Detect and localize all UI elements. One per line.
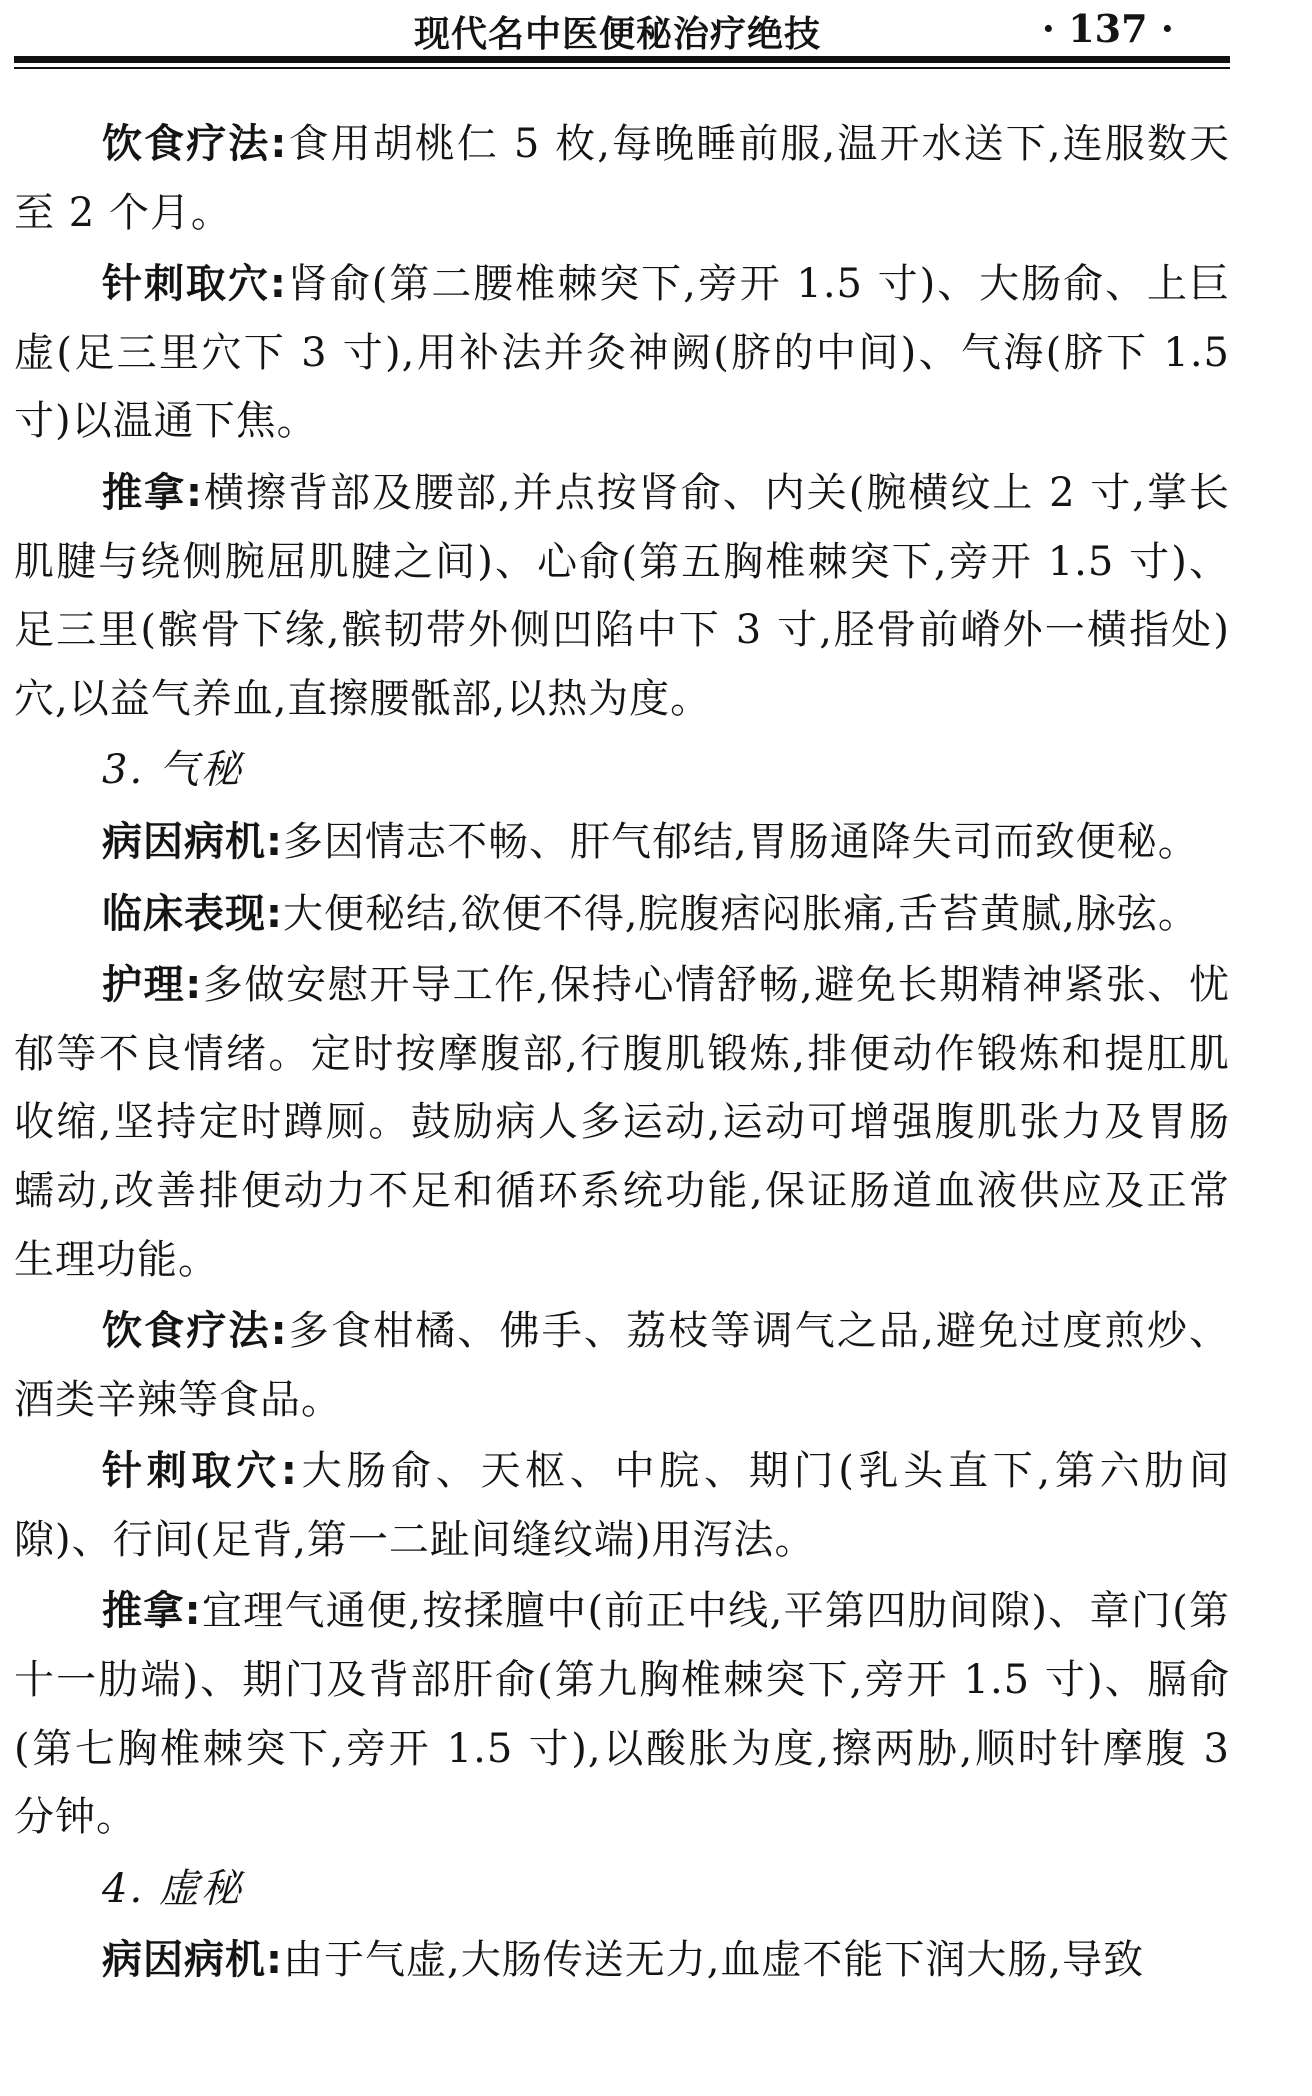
paragraph-text: 由于气虚,大肠传送无力,血虚不能下润大肠,导致 [283, 1937, 1145, 1984]
paragraph-text: 多因情志不畅、肝气郁结,胃肠通降失司而致便秘。 [283, 818, 1199, 865]
paragraph-text: 肾俞(第二腰椎棘突下,旁开 1.5 寸)、大肠俞、上巨虚(足三里穴下 3 寸),用补法并灸神阙(脐的中间)、气海(脐下 1.5 寸)以温通下焦。 [14, 261, 1230, 445]
paragraph-text: 大肠俞、天枢、中脘、期门(乳头直下,第六肋间隙)、行间(足背,第一二趾间缝纹端)用泻法。 [14, 1448, 1230, 1563]
paragraph-label: 病因病机: [102, 1937, 283, 1984]
paragraph-massage [14, 459, 1230, 733]
page-number: · 137 · [1041, 6, 1174, 51]
paragraph-diet-therapy [14, 1297, 1230, 1434]
paragraph-clinical-manifestation [14, 880, 1230, 949]
running-header [14, 0, 1230, 56]
paragraph-etiology [14, 1926, 1230, 1995]
section-heading-deficiency-constipation: 4. 虚秘 [102, 1865, 243, 1912]
paragraph-label: 护理: [102, 962, 203, 1009]
paragraph-label: 饮食疗法: [102, 121, 288, 167]
paragraph-text: 多食柑橘、佛手、荔枝等调气之品,避免过度煎炒、酒类辛辣等食品。 [14, 1308, 1231, 1423]
paragraph-diet-therapy [14, 110, 1230, 247]
paragraph-label: 临床表现: [102, 890, 283, 937]
body-text [14, 110, 1230, 1998]
paragraph-label: 针刺取穴: [102, 261, 287, 308]
running-title: 现代名中医便秘治疗绝技 [414, 14, 822, 55]
paragraph-etiology [14, 808, 1230, 877]
paragraph-acupuncture [14, 250, 1230, 456]
paragraph-label: 推拿: [102, 469, 204, 516]
paragraph-nursing [14, 951, 1230, 1294]
paragraph-label: 饮食疗法: [102, 1308, 288, 1355]
paragraph-text: 横擦背部及腰部,并点按肾俞、内关(腕横纹上 2 寸,掌长肌腱与绕侧腕屈肌腱之间)、心俞(第五胸椎棘突下,旁开 1.5 寸)、足三里(髌骨下缘,髌韧带外侧凹陷中下 3 寸,胫骨前嵴外一横指处)穴,以益气养血,直擦腰骶部,以热为度。 [14, 469, 1231, 722]
paragraph-acupuncture [14, 1437, 1230, 1574]
paragraph-text: 多做安慰开导工作,保持心情舒畅,避免长期精神紧张、忧郁等不良情绪。定时按摩腹部,行腹肌锻炼,排便动作锻炼和提肛肌收缩,坚持定时蹲厕。鼓励病人多运动,运动可增强腹肌张力及胃肠蠕动,改善排便动力不足和循环系统功能,保证肠道血液供应及正常生理功能。 [14, 962, 1231, 1283]
paragraph-text: 大便秘结,欲便不得,脘腹痞闷胀痛,舌苔黄腻,脉弦。 [283, 890, 1199, 937]
header-rule-thick [14, 56, 1230, 63]
paragraph-label: 推拿: [102, 1588, 202, 1635]
section-heading-qi-constipation: 3. 气秘 [102, 747, 243, 794]
header-rule-thin [14, 67, 1230, 69]
paragraph-label: 针刺取穴: [102, 1448, 298, 1495]
paragraph-massage [14, 1577, 1230, 1851]
paragraph-label: 病因病机: [102, 818, 283, 865]
paragraph-text: 食用胡桃仁 5 枚,每晚睡前服,温开水送下,连服数天至 2 个月。 [14, 121, 1230, 236]
paragraph-text: 宜理气通便,按揉膻中(前正中线,平第四肋间隙)、章门(第十一肋端)、期门及背部肝俞(第九胸椎棘突下,旁开 1.5 寸)、膈俞(第七胸椎棘突下,旁开 1.5 寸),以酸胀为度,擦两胁,顺时针摩腹 3 分钟。 [14, 1588, 1231, 1841]
